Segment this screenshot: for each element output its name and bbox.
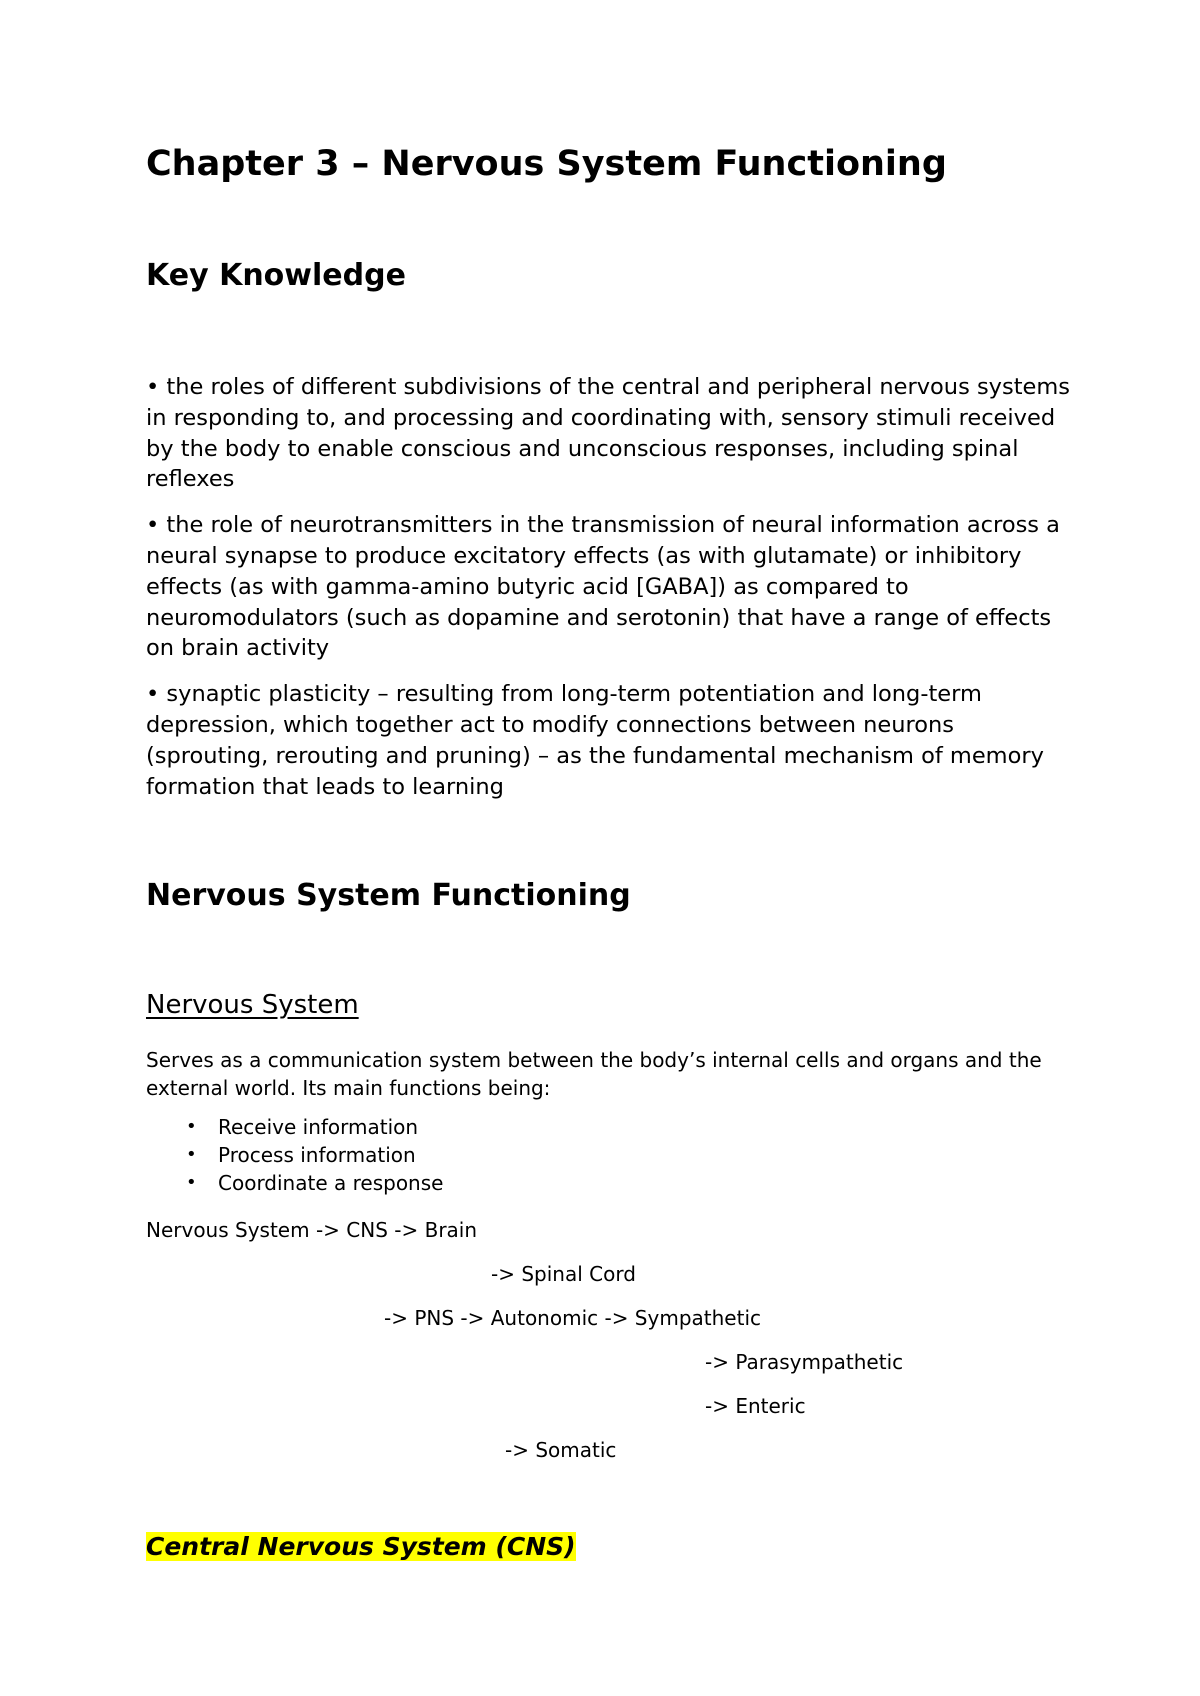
bullet-icon: • bbox=[186, 1172, 197, 1193]
function-label: Coordinate a response bbox=[218, 1171, 444, 1195]
hierarchy-line: Nervous System -> CNS -> Brain bbox=[146, 1218, 478, 1242]
nervous-system-description: Serves as a communication system between the body’s internal cells and organs and the external world. Its main functions being: bbox=[146, 1048, 1042, 1100]
hierarchy-line: -> Enteric bbox=[705, 1394, 806, 1418]
bullet-icon: • bbox=[186, 1144, 197, 1165]
section-heading: Nervous System Functioning bbox=[146, 878, 631, 913]
functions-list bbox=[146, 1113, 443, 1197]
hierarchy-line: -> Spinal Cord bbox=[491, 1262, 636, 1286]
bullet-icon: • bbox=[186, 1116, 197, 1137]
document-page bbox=[146, 0, 1076, 1696]
function-label: Process information bbox=[218, 1143, 416, 1167]
key-knowledge-list bbox=[146, 372, 1076, 817]
function-label: Receive information bbox=[218, 1115, 419, 1139]
function-item bbox=[146, 1169, 443, 1197]
cns-heading bbox=[146, 1530, 576, 1564]
key-knowledge-heading: Key Knowledge bbox=[146, 258, 406, 293]
hierarchy-line: -> Somatic bbox=[505, 1438, 617, 1462]
nervous-system-subheading: Nervous System bbox=[146, 990, 359, 1020]
key-knowledge-item: • synaptic plasticity – resulting from long-term potentiation and long-term depression, which together act to modify connections between neurons (sprouting, rerouting and pruning) – as the fundamental mechanism of memory formation that leads to learning bbox=[146, 681, 1044, 800]
hierarchy-line: -> PNS -> Autonomic -> Sympathetic bbox=[384, 1306, 761, 1330]
page-title: Chapter 3 – Nervous System Functioning bbox=[146, 144, 947, 184]
function-item bbox=[146, 1113, 443, 1141]
key-knowledge-item: • the role of neurotransmitters in the transmission of neural information across a neural synapse to produce excitatory effects (as with glutamate) or inhibitory effects (as with gamma-amino butyric acid [GABA]) as compared to neuromodulators (such as dopamine and serotonin) that have a range of effects on brain activity bbox=[146, 512, 1060, 662]
cns-heading-text: Central Nervous System (CNS) bbox=[146, 1532, 576, 1561]
hierarchy-line: -> Parasympathetic bbox=[705, 1350, 904, 1374]
key-knowledge-item: • the roles of different subdivisions of the central and peripheral nervous systems in responding to, and processing and coordinating with, sensory stimuli received by the body to enable conscious and unconscious responses, including spinal reflexes bbox=[146, 374, 1071, 493]
function-item bbox=[146, 1141, 443, 1169]
